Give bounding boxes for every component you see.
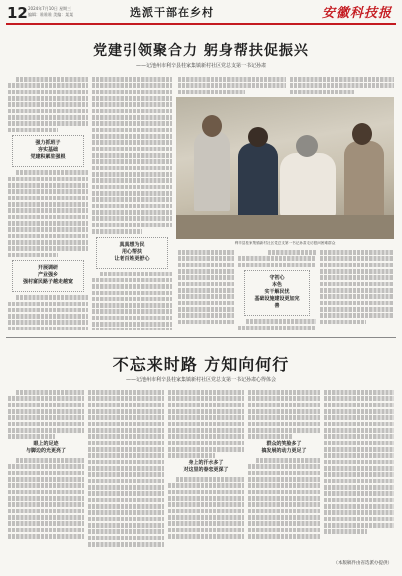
article2-subheadline: ——记池州市利辛县桂家集镇新村社区党总支第一书记孙肃心得体会 [125,377,276,383]
article1-column-3 [178,250,234,330]
article2-column-1 [8,390,84,558]
issue-date: 2024年7月10日 星期三 [28,6,72,11]
subhead-2: 开展调研 产业强乡 强村富民路子越走越宽 [22,265,73,286]
article1-column-5 [320,250,394,330]
subhead-box-3 [96,237,168,269]
article1-headline: 党建引领聚合力 躬身帮扶促振兴 [93,43,309,59]
editor-line: 编辑：谁谁谁 美编：某某 [28,12,74,17]
subhead-box-2 [12,260,84,292]
article1-column-3-top [178,77,286,95]
subhead-box-4 [244,270,310,316]
subhead-box-1 [12,135,84,167]
section-title: 选派干部在乡村 [130,6,214,19]
article2-byline: （本版稿件由省选派办提供） [333,561,392,566]
subhead-5: 眼上的足迹 与脚边的光更亮了 [25,440,66,454]
article1-column-2 [92,77,172,330]
article1-column-4 [238,250,316,330]
subhead-7: 群众的笑脸多了 搞发展的动力更足了 [261,440,307,454]
subhead-4: 守初心 本色 实干解民忧 基础设施建设更加完 善 [254,275,300,310]
article2-column-4 [248,390,320,558]
article2-column-2 [88,390,164,558]
masthead-logo: 安徽科技报 [321,6,392,21]
article1-column-4-top [290,77,394,95]
article1-column-1 [8,77,88,330]
article1-subheadline: ——记池州市利辛县桂家集镇新村社区党总支第一书记孙肃 [135,63,266,69]
page-number: 12 [7,4,28,22]
page-header [0,0,402,30]
subhead-1: 强力抓班子 夯实基础 党建积累驻强根 [30,140,66,161]
article2-column-3 [168,390,244,558]
article2-column-5 [324,390,394,558]
article2-headline: 不忘来时路 方知向何行 [112,355,290,374]
header-rule [6,23,396,25]
article-photo [176,97,394,239]
photo-caption: 利辛县桂家集镇新村社区党总支第一书记孙肃走访慰问困难群众 [234,241,336,245]
article-divider [6,337,396,338]
subhead-3: 真真想为民 用心帮扶 让老百姓更舒心 [114,241,150,262]
subhead-6: 身上的汗水多了 对这里的眷恋更深了 [183,459,229,473]
